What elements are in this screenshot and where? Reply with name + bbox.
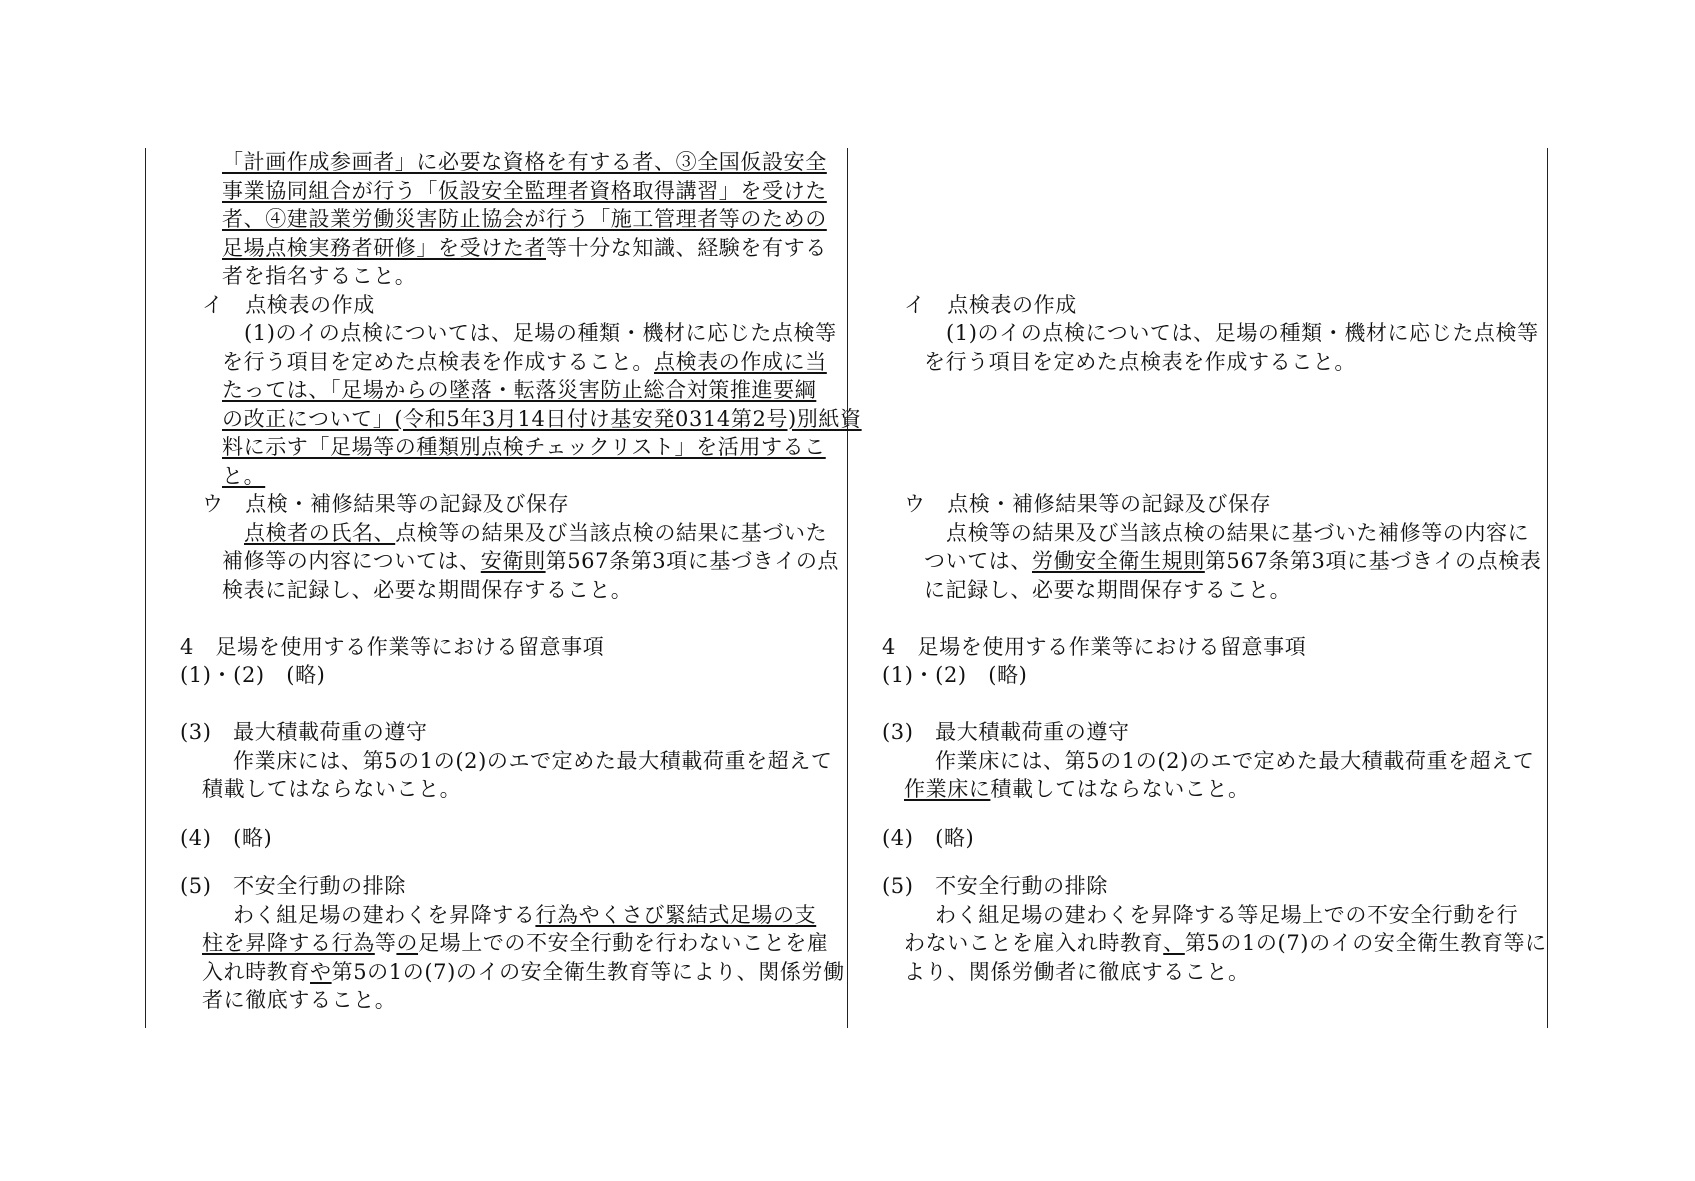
left-section-4-3-body [202, 747, 840, 804]
left-item-u-heading: ウ 点検・補修結果等の記録及び保存 [202, 492, 570, 516]
right-item-i-body [924, 319, 1542, 376]
right-item-u-heading: ウ 点検・補修結果等の記録及び保存 [904, 492, 1272, 516]
text-line: わないことを雇入れ時教育、第5の1の(7)のイの安全衛生教育等に [904, 931, 1547, 955]
right-section-4-3-body [904, 747, 1542, 804]
text-line: 「計画作成参画者」に必要な資格を有する者、③全国仮設安全 [222, 150, 827, 174]
text-line: (1)のイの点検については、足場の種類・機材に応じた点検等 [946, 321, 1539, 345]
text-line: を行う項目を定めた点検表を作成すること。点検表の作成に当 [222, 349, 827, 374]
text-line: 料に示す「足場等の種類別点検チェックリスト」を活用するこ [222, 435, 826, 459]
text-line: 者に徹底すること。 [202, 988, 397, 1012]
text-line: 補修等の内容については、安衛則第567条第3項に基づきイの点 [222, 549, 840, 573]
left-section-4-5-body [202, 901, 845, 1015]
text-line: 入れ時教育や第5の1の(7)のイの安全衛生教育等により、関係労働 [202, 959, 845, 984]
right-item-i-heading: イ 点検表の作成 [904, 292, 1077, 317]
text-line: 柱を昇降する行為等の足場上での不安全行動を行わないことを雇 [202, 931, 829, 955]
left-section-4-5-heading: (5) 不安全行動の排除 [180, 874, 406, 898]
text-line: の改正について」(令和5年3月14日付け基安発0314第2号)別紙資 [222, 406, 862, 431]
right-item-u-body [924, 519, 1542, 605]
left-section-4-4: (4) (略) [180, 825, 273, 850]
text-line: 者、④建設業労働災害防止協会が行う「施工管理者等のための [222, 207, 827, 231]
text-line: 積載してはならないこと。 [202, 777, 462, 801]
text-line: を行う項目を定めた点検表を作成すること。 [924, 349, 1356, 374]
column-divider-right [1547, 148, 1548, 1028]
right-section-4-4: (4) (略) [882, 825, 975, 850]
left-item-i-heading: イ 点検表の作成 [202, 292, 375, 317]
text-line: わく組足場の建わくを昇降する等足場上での不安全行動を行 [935, 902, 1519, 927]
text-line: わく組足場の建わくを昇降する行為やくさび緊結式足場の支 [233, 902, 817, 927]
left-column [180, 148, 862, 1015]
left-item-i-body [222, 319, 862, 490]
text-line: より、関係労働者に徹底すること。 [904, 959, 1250, 984]
right-column [882, 148, 1547, 986]
left-continuation-paragraph [222, 148, 840, 291]
text-line: 事業協同組合が行う「仮設安全監理者資格取得講習」を受けた [222, 178, 827, 203]
text-line: (1)のイの点検については、足場の種類・機材に応じた点検等 [244, 321, 837, 345]
text-line: に記録し、必要な期間保存すること。 [924, 577, 1292, 602]
right-section-4-5-body [904, 901, 1547, 987]
right-section-4-3-heading: (3) 最大積載荷重の遵守 [882, 720, 1130, 744]
text-line: 作業床には、第5の1の(2)のエで定めた最大積載荷重を超えて [233, 748, 833, 773]
text-line: 足場点検実務者研修」を受けた者等十分な知識、経験を有する [222, 235, 827, 260]
text-line: ついては、労働安全衛生規則第567条第3項に基づきイの点検表 [924, 549, 1542, 573]
text-line: 点検者の氏名、点検等の結果及び当該点検の結果に基づいた [244, 520, 828, 545]
right-section-4-1-2: (1)・(2) (略) [882, 663, 1028, 687]
text-line: と。 [222, 463, 266, 488]
left-section-4-1-2: (1)・(2) (略) [180, 663, 326, 687]
text-line: 作業床に積載してはならないこと。 [904, 777, 1250, 801]
text-line: 点検等の結果及び当該点検の結果に基づいた補修等の内容に [946, 520, 1530, 545]
column-divider-middle [847, 148, 848, 1028]
left-section-4-3-heading: (3) 最大積載荷重の遵守 [180, 720, 428, 744]
column-divider-left [145, 148, 146, 1028]
text-line: 作業床には、第5の1の(2)のエで定めた最大積載荷重を超えて [935, 748, 1535, 773]
left-section-4-heading: 4 足場を使用する作業等における留意事項 [180, 634, 605, 659]
text-line: たっては、「足場からの墜落・転落災害防止総合対策推進要綱 [222, 378, 817, 402]
right-section-4-heading: 4 足場を使用する作業等における留意事項 [882, 634, 1307, 659]
text-line: 者を指名すること。 [222, 264, 417, 288]
text-line: 検表に記録し、必要な期間保存すること。 [222, 577, 633, 602]
right-section-4-5-heading: (5) 不安全行動の排除 [882, 874, 1108, 898]
left-item-u-body [222, 519, 840, 605]
